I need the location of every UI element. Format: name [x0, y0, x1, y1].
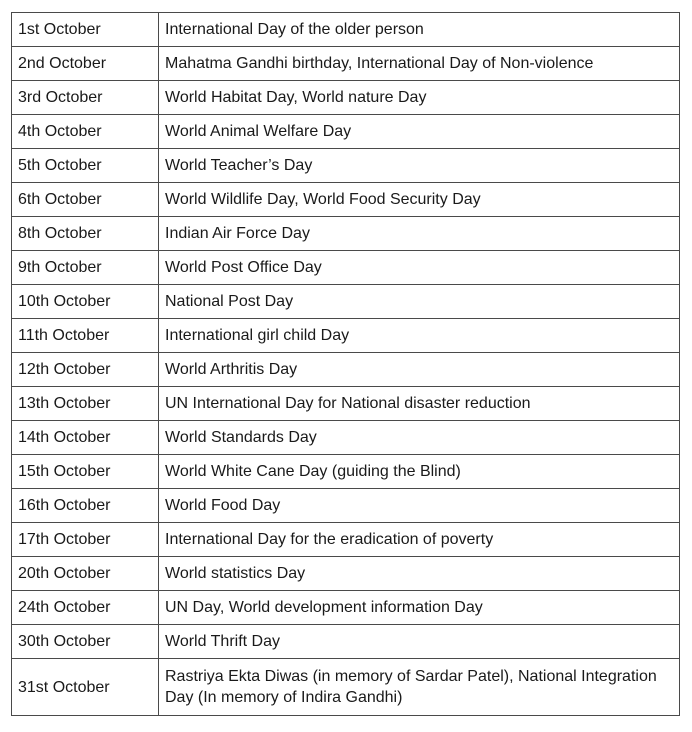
table-row	[12, 115, 680, 149]
event-cell: World Thrift Day	[159, 625, 680, 659]
event-cell: International Day for the eradication of poverty	[159, 523, 680, 557]
event-cell: National Post Day	[159, 285, 680, 319]
date-cell: 2nd October	[12, 47, 159, 81]
table-row	[12, 523, 680, 557]
table-row	[12, 285, 680, 319]
event-cell: Indian Air Force Day	[159, 217, 680, 251]
date-cell: 8th October	[12, 217, 159, 251]
event-cell: World Standards Day	[159, 421, 680, 455]
date-cell: 30th October	[12, 625, 159, 659]
date-cell: 13th October	[12, 387, 159, 421]
event-cell: World Post Office Day	[159, 251, 680, 285]
date-cell: 11th October	[12, 319, 159, 353]
table-body	[12, 13, 680, 716]
table-row	[12, 81, 680, 115]
date-cell: 5th October	[12, 149, 159, 183]
event-cell: Rastriya Ekta Diwas (in memory of Sardar Patel), National Integration Day (In memory of Indira Gandhi)	[159, 659, 680, 716]
event-cell: International girl child Day	[159, 319, 680, 353]
event-cell: Mahatma Gandhi birthday, International Day of Non-violence	[159, 47, 680, 81]
document-page	[11, 12, 680, 716]
table-row	[12, 421, 680, 455]
event-cell: World White Cane Day (guiding the Blind)	[159, 455, 680, 489]
date-cell: 14th October	[12, 421, 159, 455]
event-cell: International Day of the older person	[159, 13, 680, 47]
event-cell: World Animal Welfare Day	[159, 115, 680, 149]
table-row	[12, 387, 680, 421]
table-row	[12, 353, 680, 387]
event-cell: World Habitat Day, World nature Day	[159, 81, 680, 115]
date-cell: 1st October	[12, 13, 159, 47]
date-cell: 12th October	[12, 353, 159, 387]
event-cell: UN Day, World development information Day	[159, 591, 680, 625]
table-row	[12, 217, 680, 251]
date-cell: 6th October	[12, 183, 159, 217]
table-row	[12, 13, 680, 47]
date-cell: 15th October	[12, 455, 159, 489]
event-cell: World Teacher’s Day	[159, 149, 680, 183]
table-row	[12, 251, 680, 285]
october-days-table	[11, 12, 680, 716]
table-row	[12, 455, 680, 489]
date-cell: 24th October	[12, 591, 159, 625]
table-row	[12, 557, 680, 591]
event-cell: UN International Day for National disaster reduction	[159, 387, 680, 421]
date-cell: 4th October	[12, 115, 159, 149]
date-cell: 10th October	[12, 285, 159, 319]
event-cell: World Food Day	[159, 489, 680, 523]
table-row	[12, 149, 680, 183]
table-row	[12, 489, 680, 523]
table-row	[12, 591, 680, 625]
event-cell: World Wildlife Day, World Food Security Day	[159, 183, 680, 217]
table-row	[12, 47, 680, 81]
table-row	[12, 183, 680, 217]
event-cell: World Arthritis Day	[159, 353, 680, 387]
date-cell: 20th October	[12, 557, 159, 591]
event-cell: World statistics Day	[159, 557, 680, 591]
date-cell: 9th October	[12, 251, 159, 285]
table-row	[12, 625, 680, 659]
date-cell: 31st October	[12, 659, 159, 716]
table-row	[12, 319, 680, 353]
date-cell: 17th October	[12, 523, 159, 557]
date-cell: 16th October	[12, 489, 159, 523]
table-row	[12, 659, 680, 716]
date-cell: 3rd October	[12, 81, 159, 115]
